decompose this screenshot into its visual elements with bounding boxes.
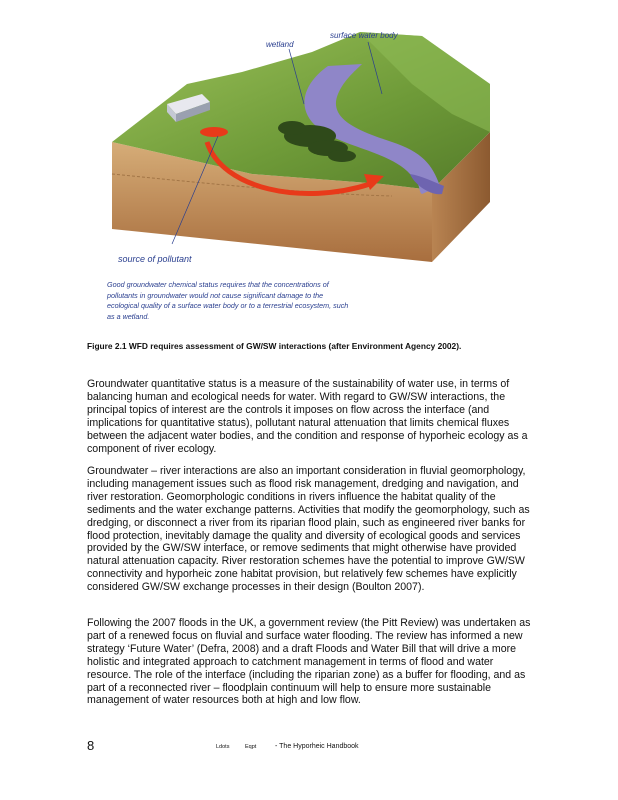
groundwater-diagram <box>92 24 492 324</box>
page-footer <box>87 738 535 755</box>
figure-caption: Figure 2.1 WFD requires assessment of GW/SW interactions (after Environment Agency 2002). <box>87 341 462 351</box>
figure-note: Good groundwater chemical status requires that the concentrations of pollutants in groundwater would not cause significant damage to the ecological quality of a surface water body or to a terrestrial ecosystem, such as a wetland. <box>107 280 349 321</box>
wetland-label: wetland <box>266 40 294 49</box>
surface-water-label: surface water body <box>330 31 398 40</box>
paragraph-geomorphology: Groundwater – river interactions are also an important consideration in fluvial geomorphology, including management issues such as flood risk management, dredging and navigation, and river restoration. Geomorphologic conditions in rivers influence the habitat quality of the sediments and the water exchange patterns. Activities that modify the geomorphology, such as dredging, or disconnect a river from its riparian flood plain, such as engineered river banks for flood protection, inevitably damage the quality and diversity of ecological goods and services provided by the GW/SW interface, or remove sediments that might otherwise have provided natural attenuation capacity. River restoration schemes have the potential to improve GW/SW connectivity and hyporheic zone habitat provision, but relatively few schemes have explicitly considered GW/SW exchange processes in their design (Boulton 2007). <box>87 465 530 594</box>
block-diagram <box>92 24 492 284</box>
pollutant-label: source of pollutant <box>118 254 192 264</box>
page-number: 8 <box>87 738 95 753</box>
paragraph-quantitative-status: Groundwater quantitative status is a measure of the sustainability of water use, in terms of balancing human and ecological needs for water. With regard to GW/SW interactions, the principal topics of interest are the controls it imposes on flow across the interface (and implications for quantitative status), pollutant natural attenuation that limits chemical fluxes between the adjacent water bodies, and the condition and response of hyporheic ecology as a component of river ecology. <box>87 378 528 455</box>
footer-mark-a: Ldots <box>216 744 230 750</box>
footer-title: - The Hyporheic Handbook <box>275 743 359 750</box>
footer-mark-b: Eqpt <box>245 744 257 750</box>
paragraph-floods: Following the 2007 floods in the UK, a government review (the Pitt Review) was undertaken as part of a renewed focus on fluvial and surface water flooding. The review has informed a new strategy ‘Future Water’ (Defra, 2008) and a draft Floods and Water Bill that will drive a more holistic and integrated approach to catchment management in terms of flood and water resource. The role of the interface (including the riparian zone) as a buffer for flooding, and as part of a reconnected river – floodplain continuum will help to ensure more sustainable management of water resources both at high and low flow. <box>87 617 531 707</box>
pollutant-spill <box>200 127 228 137</box>
